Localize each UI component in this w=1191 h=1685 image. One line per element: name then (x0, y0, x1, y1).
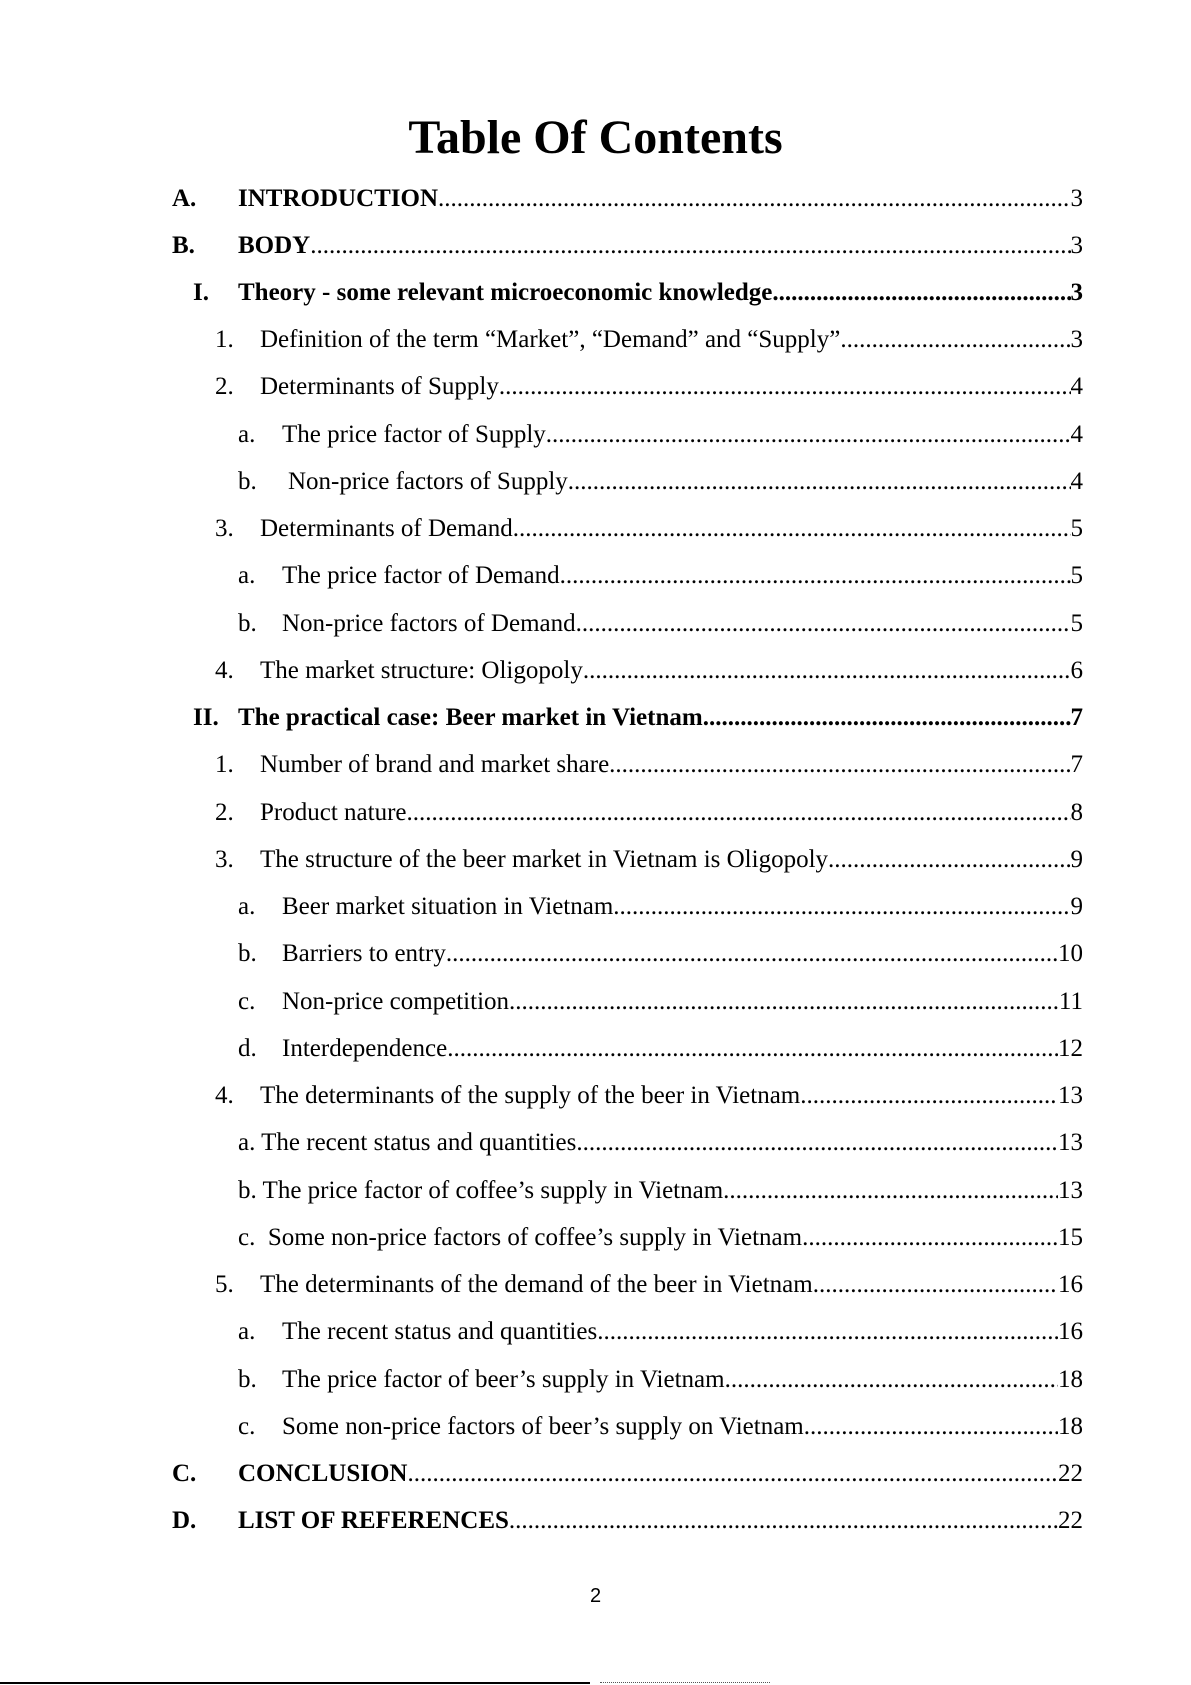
toc-dot-leader (723, 1176, 1058, 1206)
toc-entry-label: CONCLUSION (238, 1460, 408, 1487)
toc-entry-page: 22 (1058, 1460, 1083, 1487)
toc-dot-leader (509, 1506, 1058, 1536)
toc-entry-theory[interactable] (193, 274, 1083, 308)
toc-entry-practical-case[interactable] (193, 699, 1083, 733)
toc-dot-leader (703, 703, 1071, 733)
toc-entry-number: 5. (215, 1271, 234, 1298)
toc-entry-number: 2. (215, 799, 234, 826)
toc-dot-leader (513, 514, 1071, 544)
toc-entry-label: The determinants of the supply of the beer in Vietnam (260, 1082, 801, 1109)
toc-entry-label: Interdependence (282, 1035, 448, 1062)
toc-entry-page: 6 (1070, 657, 1083, 684)
toc-dot-leader (597, 1317, 1058, 1347)
toc-entry-determinants-supply-beer[interactable] (215, 1077, 1083, 1111)
toc-entry-page: 5 (1070, 515, 1083, 542)
toc-entry-number: d. (238, 1035, 257, 1062)
toc-entry-nonprice-coffee-supply[interactable] (238, 1219, 1083, 1253)
toc-entry-introduction[interactable] (172, 180, 1083, 214)
toc-entry-references[interactable] (172, 1502, 1083, 1536)
toc-dot-leader (509, 987, 1059, 1017)
toc-entry-nonprice-beer-supply[interactable] (238, 1408, 1083, 1442)
toc-entry-number: 1. (215, 326, 234, 353)
toc-entry-nonprice-competition[interactable] (238, 983, 1083, 1017)
toc-entry-nonprice-factors-supply[interactable] (238, 463, 1083, 497)
toc-dot-leader (613, 892, 1070, 922)
bottom-divider (0, 1682, 590, 1684)
toc-entry-page: 4 (1070, 421, 1083, 448)
toc-dot-leader (725, 1365, 1058, 1395)
toc-entry-number: a. (238, 562, 256, 589)
toc-entry-page: 12 (1058, 1035, 1083, 1062)
toc-dot-leader (546, 420, 1071, 450)
toc-entry-label: BODY (238, 232, 311, 259)
toc-entry-page: 7 (1070, 751, 1083, 778)
toc-entry-determinants-supply[interactable] (215, 368, 1083, 402)
toc-entry-label: The structure of the beer market in Vietnam is Oligopoly (260, 846, 829, 873)
toc-entry-page: 7 (1070, 704, 1083, 731)
toc-dot-leader (804, 1412, 1058, 1442)
toc-entry-number: 2. (215, 373, 234, 400)
toc-entry-number: 3. (215, 515, 234, 542)
toc-entry-product-nature[interactable] (215, 794, 1083, 828)
toc-entry-label: Non-price factors of Demand (282, 610, 576, 637)
toc-entry-page: 13 (1058, 1082, 1083, 1109)
toc-entry-page: 3 (1070, 232, 1083, 259)
toc-entry-label: The market structure: Oligopoly (260, 657, 583, 684)
toc-entry-label: a. The recent status and quantities (238, 1129, 577, 1156)
toc-entry-page: 5 (1070, 562, 1083, 589)
toc-entry-number: b. (238, 610, 257, 637)
toc-dot-leader (813, 1270, 1058, 1300)
bottom-divider-dotted (600, 1682, 770, 1684)
toc-entry-label: The price factor of Supply (282, 421, 546, 448)
toc-entry-label: The price factor of Demand (282, 562, 560, 589)
toc-entry-label: Definition of the term “Market”, “Demand” and “Supply” (260, 326, 841, 353)
toc-entry-page: 13 (1058, 1177, 1083, 1204)
toc-entry-page: 15 (1058, 1224, 1083, 1251)
toc-entry-price-factor-coffee-supply[interactable] (238, 1172, 1083, 1206)
toc-entry-beer-market-situation[interactable] (238, 888, 1083, 922)
toc-entry-number: I. (193, 279, 209, 306)
toc-entry-label: LIST OF REFERENCES (238, 1507, 509, 1534)
toc-dot-leader (576, 1128, 1058, 1158)
toc-entry-label: The recent status and quantities (282, 1318, 598, 1345)
toc-entry-page: 10 (1058, 940, 1083, 967)
toc-entry-label: Some non-price factors of beer’s supply on Vietnam (282, 1413, 804, 1440)
toc-dot-leader (446, 939, 1058, 969)
toc-dot-leader (840, 325, 1070, 355)
toc-dot-leader (310, 231, 1070, 261)
toc-entry-page: 22 (1058, 1507, 1083, 1534)
toc-entry-label: Theory - some relevant microeconomic knowledge (238, 279, 773, 306)
toc-entry-number: a. (238, 893, 256, 920)
toc-entry-number: D. (172, 1507, 197, 1534)
toc-entry-recent-status-supply[interactable] (238, 1124, 1083, 1158)
toc-dot-leader (576, 609, 1071, 639)
toc-entry-page: 3 (1070, 326, 1083, 353)
toc-dot-leader (438, 184, 1070, 214)
toc-entry-number: 4. (215, 657, 234, 684)
toc-entry-page: 16 (1058, 1271, 1083, 1298)
toc-dot-leader (406, 798, 1070, 828)
toc-entry-interdependence[interactable] (238, 1030, 1083, 1064)
toc-dot-leader (568, 467, 1071, 497)
toc-entry-label: Beer market situation in Vietnam (282, 893, 614, 920)
toc-entry-number: 4. (215, 1082, 234, 1109)
toc-entry-nonprice-factors-demand[interactable] (238, 605, 1083, 639)
toc-entry-determinants-demand-beer[interactable] (215, 1266, 1083, 1300)
toc-entry-label: Barriers to entry (282, 940, 446, 967)
toc-entry-number: a. (238, 1318, 256, 1345)
toc-entry-page: 13 (1058, 1129, 1083, 1156)
toc-entry-price-factor-supply[interactable] (238, 416, 1083, 450)
toc-entry-page: 9 (1070, 893, 1083, 920)
toc-entry-label: Product nature (260, 799, 407, 826)
toc-entry-label: Non-price competition (282, 988, 510, 1015)
toc-entry-page: 8 (1070, 799, 1083, 826)
toc-dot-leader (828, 845, 1070, 875)
toc-dot-leader (407, 1459, 1058, 1489)
toc-entry-label: Determinants of Supply (260, 373, 499, 400)
toc-entry-body[interactable] (172, 227, 1083, 261)
toc-dot-leader (802, 1223, 1058, 1253)
toc-entry-number: 3. (215, 846, 234, 873)
toc-entry-page: 11 (1058, 988, 1083, 1015)
toc-entry-number: A. (172, 185, 197, 212)
toc-entry-number: c. (238, 988, 256, 1015)
toc-entry-label: b. The price factor of coffee’s supply in Vietnam (238, 1177, 724, 1204)
toc-entry-page: 18 (1058, 1366, 1083, 1393)
toc-dot-leader (499, 372, 1071, 402)
toc-entry-page: 4 (1070, 468, 1083, 495)
toc-dot-leader (560, 561, 1071, 591)
toc-entry-definition[interactable] (215, 321, 1083, 355)
toc-entry-page: 18 (1058, 1413, 1083, 1440)
page-title: Table Of Contents (408, 111, 783, 164)
toc-entry-number: B. (172, 232, 195, 259)
toc-entry-label: c. Some non-price factors of coffee’s supply in Vietnam (238, 1224, 803, 1251)
toc-entry-page: 3 (1070, 185, 1083, 212)
toc-entry-number: 1. (215, 751, 234, 778)
toc-entry-label: INTRODUCTION (238, 185, 439, 212)
toc-entry-number: II. (193, 704, 219, 731)
toc-entry-page: 3 (1070, 279, 1083, 306)
toc-dot-leader (583, 656, 1071, 686)
toc-entry-number: c. (238, 1413, 256, 1440)
toc-entry-label: Determinants of Demand (260, 515, 513, 542)
toc-dot-leader (800, 1081, 1058, 1111)
toc-entry-page: 9 (1070, 846, 1083, 873)
toc-entry-number: b. (238, 468, 257, 495)
toc-entry-recent-status-demand[interactable] (238, 1313, 1083, 1347)
toc-entry-label: Non-price factors of Supply (288, 468, 568, 495)
toc-entry-page: 4 (1070, 373, 1083, 400)
toc-entry-label: The price factor of beer’s supply in Vietnam (282, 1366, 725, 1393)
toc-dot-leader (772, 278, 1070, 308)
toc-dot-leader (609, 750, 1070, 780)
toc-entry-market-structure[interactable] (215, 652, 1083, 686)
toc-entry-determinants-demand[interactable] (215, 510, 1083, 544)
toc-entry-number: C. (172, 1460, 197, 1487)
toc-entry-page: 5 (1070, 610, 1083, 637)
toc-entry-number: b. (238, 1366, 257, 1393)
toc-entry-label: Number of brand and market share (260, 751, 610, 778)
toc-entry-label: The practical case: Beer market in Vietnam (238, 704, 703, 731)
toc-dot-leader (447, 1034, 1058, 1064)
toc-entry-brand-market-share[interactable] (215, 746, 1083, 780)
page-number: 2 (589, 1585, 602, 1607)
toc-entry-number: b. (238, 940, 257, 967)
toc-entry-page: 16 (1058, 1318, 1083, 1345)
toc-entry-barriers-to-entry[interactable] (238, 935, 1083, 969)
toc-entry-price-factor-beer-supply[interactable] (238, 1361, 1083, 1395)
toc-entry-conclusion[interactable] (172, 1455, 1083, 1489)
toc-entry-price-factor-demand[interactable] (238, 557, 1083, 591)
toc-entry-number: a. (238, 421, 256, 448)
toc-entry-label: The determinants of the demand of the beer in Vietnam (260, 1271, 813, 1298)
toc-entry-beer-market-structure[interactable] (215, 841, 1083, 875)
